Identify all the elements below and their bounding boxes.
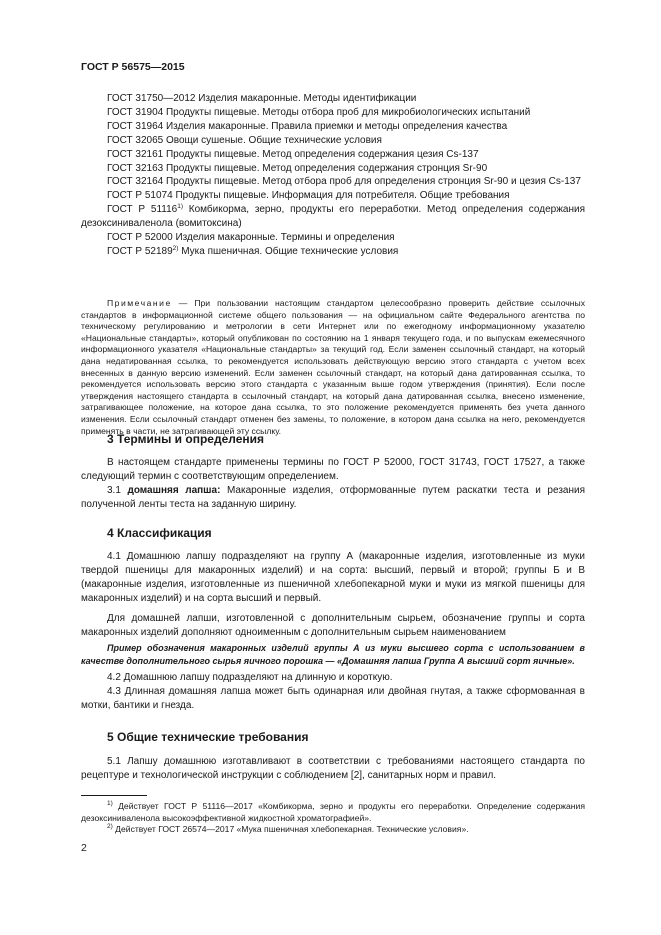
section-3-heading: 3 Термины и определения bbox=[107, 432, 265, 446]
reference-item-52189 bbox=[81, 245, 585, 259]
reference-title: Мука пшеничная. Общие технические условия bbox=[178, 245, 399, 257]
reference-code: ГОСТ Р 52189 bbox=[107, 245, 173, 257]
paragraph: 5.1 Лапшу домашнюю изготавливают в соответствии с требованиями настоящего стандарта по рецептуре и технологической инструкции с соблюдением [2], санитарных норм и правил. bbox=[81, 756, 585, 781]
footnote-separator bbox=[81, 795, 147, 796]
term: домашняя лапша: bbox=[127, 485, 221, 496]
section-4-heading: 4 Классификация bbox=[107, 526, 212, 540]
document-header-code: ГОСТ Р 56575—2015 bbox=[81, 61, 185, 73]
reference-item: ГОСТ Р 51074 Продукты пищевые. Информация для потребителя. Общие требования bbox=[107, 190, 510, 202]
footnote-text: Действует ГОСТ Р 51116—2017 «Комбикорма, зерно и продукты его переработки. Определение содержания дезоксиниваленола высокоэффективной жидкостной хроматографией». bbox=[81, 801, 585, 823]
reference-item: ГОСТ 32161 Продукты пищевые. Метод определения содержания цезия Cs-137 bbox=[107, 148, 479, 160]
normative-references-list bbox=[81, 92, 585, 259]
footnotes bbox=[81, 801, 585, 836]
paragraph: 4.3 Длинная домашняя лапша может быть одинарная или двойная гнутая, а также сформованная в мотки, бантики и гнезда. bbox=[81, 686, 585, 711]
reference-item: ГОСТ 31904 Продукты пищевые. Методы отбора проб для микробиологических испытаний bbox=[107, 106, 531, 118]
reference-title: Комбикорма, зерно, продукты его переработки. Метод определения содержания дезоксиниваленола (вомитоксина) bbox=[81, 204, 585, 230]
footnote-text: Действует ГОСТ 26574—2017 «Мука пшеничная хлебопекарная. Технические условия». bbox=[112, 824, 469, 835]
note-label: Примечание bbox=[107, 298, 172, 308]
reference-item: ГОСТ 32163 Продукты пищевые. Метод определения содержания стронция Sr-90 bbox=[107, 162, 488, 174]
reference-item: ГОСТ 32164 Продукты пищевые. Метод отбора проб для определения стронция Sr-90 и цезия Cs-137 bbox=[107, 176, 581, 188]
footnote-mark: 1) bbox=[107, 800, 113, 807]
paragraph: В настоящем стандарте применены термины по ГОСТ Р 52000, ГОСТ 31743, ГОСТ 17527, а также следующий термин с соответствующим определением. bbox=[81, 457, 585, 482]
reference-item-51116 bbox=[81, 203, 585, 231]
reference-item: ГОСТ Р 52000 Изделия макаронные. Термины и определения bbox=[107, 232, 395, 244]
note-block bbox=[81, 298, 585, 437]
note-text: — При пользовании настоящим стандартом целесообразно проверить действие ссылочных стандартов в информационной системе общего пользования — на официальном сайте Федерального агентства по техническому регулированию и метрологии в сети Интернет или по ежегодному информационному указателю «Национальные стандарты», который опубликован по состоянию на 1 января текущего года, и по выпускам ежемесячного информационного указателя «Национальные стандарты» за текущий год. Если заменен ссылочный стандарт, на который дана недатированная ссылка, то рекомендуется использовать действующую версию этого стандарта с учетом всех внесенных в данную версию изменений. Если заменен ссылочный стандарт, на который дана датированная ссылка, то рекомендуется использовать версию этого стандарта с указанным выше годом утверждения (принятия). Если после утверждения настоящего стандарта в ссылочный стандарт, на который дана датированная ссылка, внесено изменение, затрагивающее положение, на которое дана ссылка, то это положение рекомендуется применять без учета данного изменения. Если ссылочный стандарт отменен без замены, то положение, в котором дана ссылка на него, рекомендуется применять в части, не затрагивающей эту ссылку. bbox=[81, 298, 585, 436]
page-number: 2 bbox=[81, 842, 87, 854]
reference-item: ГОСТ 31964 Изделия макаронные. Правила приемки и методы определения качества bbox=[107, 120, 508, 132]
term-definition-text: Макаронные изделия, отформованные путем раскатки теста и резания полученной ленты теста на заданную ширину. bbox=[81, 485, 585, 510]
reference-code: ГОСТ Р 51116 bbox=[107, 204, 178, 216]
footnote-item bbox=[81, 824, 585, 836]
section-4-body-continued bbox=[81, 671, 585, 713]
term-definition bbox=[81, 484, 585, 512]
reference-item: ГОСТ 31750—2012 Изделия макаронные. Методы идентификации bbox=[107, 93, 417, 104]
footnote-marker[interactable]: 2) bbox=[172, 244, 179, 252]
reference-item: ГОСТ 32065 Овощи сушеные. Общие технические условия bbox=[107, 134, 382, 146]
term-number: 3.1 bbox=[107, 485, 128, 496]
example-block bbox=[81, 642, 585, 667]
section-3-body bbox=[81, 456, 585, 512]
example-text: Пример обозначения макаронных изделий группы А из муки высшего сорта с использованием в качестве дополнительного сырья яичного порошка — «Домашняя лапша Группа А высший сорт яичные». bbox=[81, 643, 585, 666]
footnote-item bbox=[81, 801, 585, 824]
section-5-body bbox=[81, 755, 585, 783]
paragraph: 4.1 Домашнюю лапшу подразделяют на группу А (макаронные изделия, изготовленные из муки твердой пшеницы для макаронных изделий) и на сорта: высший, первый и второй; группы Б и В (макаронные изделия, изготовленные из пшеничной хлебопекарной муки и муки из мягкой пшеницы для макаронных изделий) и на сорта высший и первый. bbox=[81, 551, 585, 604]
paragraph: 4.2 Домашнюю лапшу подразделяют на длинную и короткую. bbox=[107, 672, 393, 683]
footnote-mark: 2) bbox=[107, 823, 113, 831]
paragraph: Для домашней лапши, изготовленной с дополнительным сырьем, обозначение группы и сорта макаронных изделий дополняют одноименным с дополнительным сырьем наименованием bbox=[81, 613, 585, 638]
footnote-marker[interactable]: 1) bbox=[177, 203, 183, 211]
section-5-heading: 5 Общие технические требования bbox=[107, 730, 309, 744]
section-4-body bbox=[81, 550, 585, 640]
